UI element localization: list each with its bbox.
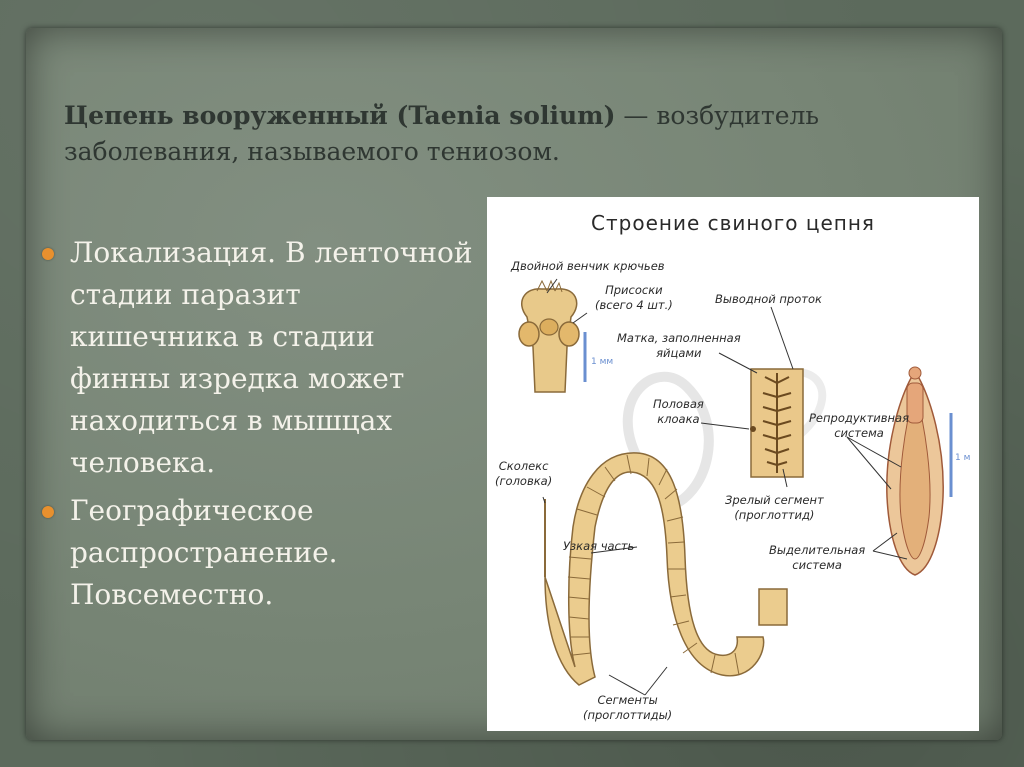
label-uterus-line2: яйцами bbox=[656, 346, 702, 360]
label-suckers bbox=[595, 283, 673, 313]
bullet-text: Географическое распространение. Повсеместно. bbox=[70, 494, 338, 611]
title-bold: Цепень вооруженный (Taenia solium) bbox=[64, 101, 616, 130]
label-scolex bbox=[495, 459, 552, 489]
label-suckers-line2: (всего 4 шт.) bbox=[595, 298, 673, 312]
slide-title bbox=[64, 98, 944, 170]
label-suckers-line1: Присоски bbox=[605, 283, 663, 297]
label-cloaca-line1: Половая bbox=[653, 397, 704, 411]
label-repro-line2: система bbox=[834, 426, 884, 440]
label-excretory-line1: Выделительная bbox=[769, 543, 866, 557]
label-mature-line1: Зрелый сегмент bbox=[725, 493, 824, 507]
label-repro-line1: Репродуктивная bbox=[809, 411, 910, 425]
tapeworm-diagram bbox=[487, 197, 979, 731]
bullet-text: Локализация. В ленточной стадии паразит кишечника в стадии финны изредка может находиться в мышцах человека. bbox=[70, 236, 473, 479]
label-cloaca-line2: клоака bbox=[657, 412, 700, 426]
label-excretory-line2: система bbox=[792, 558, 842, 572]
label-neck: Узкая часть bbox=[563, 539, 635, 553]
label-reproductive bbox=[809, 411, 909, 441]
reproductive-system-drawing bbox=[887, 367, 943, 575]
scolex-drawing bbox=[519, 281, 579, 392]
label-cloaca bbox=[653, 397, 704, 427]
label-segments bbox=[583, 693, 672, 723]
mature-segment-drawing bbox=[750, 369, 803, 477]
diagram-title: Строение свиного цепня bbox=[591, 211, 875, 235]
label-scolex-line1: Сколекс bbox=[498, 459, 549, 473]
label-excretory bbox=[769, 543, 865, 573]
label-scolex-line2: (головка) bbox=[495, 474, 553, 488]
label-mature-line2: (проглоттид) bbox=[734, 508, 815, 522]
bullet-item bbox=[36, 490, 476, 616]
bullet-dot-icon bbox=[42, 248, 54, 260]
label-segments-line1: Сегменты bbox=[597, 693, 658, 707]
label-hooks: Двойной венчик крючьев bbox=[511, 259, 665, 273]
bullet-item bbox=[36, 232, 476, 484]
label-segments-line2: (проглоттиды) bbox=[583, 708, 673, 722]
label-uterus-line1: Матка, заполненная bbox=[617, 331, 741, 345]
scale-label-m: 1 м bbox=[955, 453, 971, 463]
strobila-drawing bbox=[545, 453, 764, 685]
title-rest: — возбудитель заболевания, называемого тениозом. bbox=[64, 101, 820, 166]
label-uterus bbox=[617, 331, 741, 361]
detached-segment bbox=[759, 589, 787, 625]
label-mature-segment bbox=[725, 493, 824, 523]
bullet-dot-icon bbox=[42, 506, 54, 518]
scale-label-mm: 1 мм bbox=[591, 357, 614, 367]
bullet-list bbox=[36, 232, 476, 622]
diagram-drawing bbox=[487, 197, 979, 731]
label-duct: Выводной проток bbox=[715, 292, 822, 306]
